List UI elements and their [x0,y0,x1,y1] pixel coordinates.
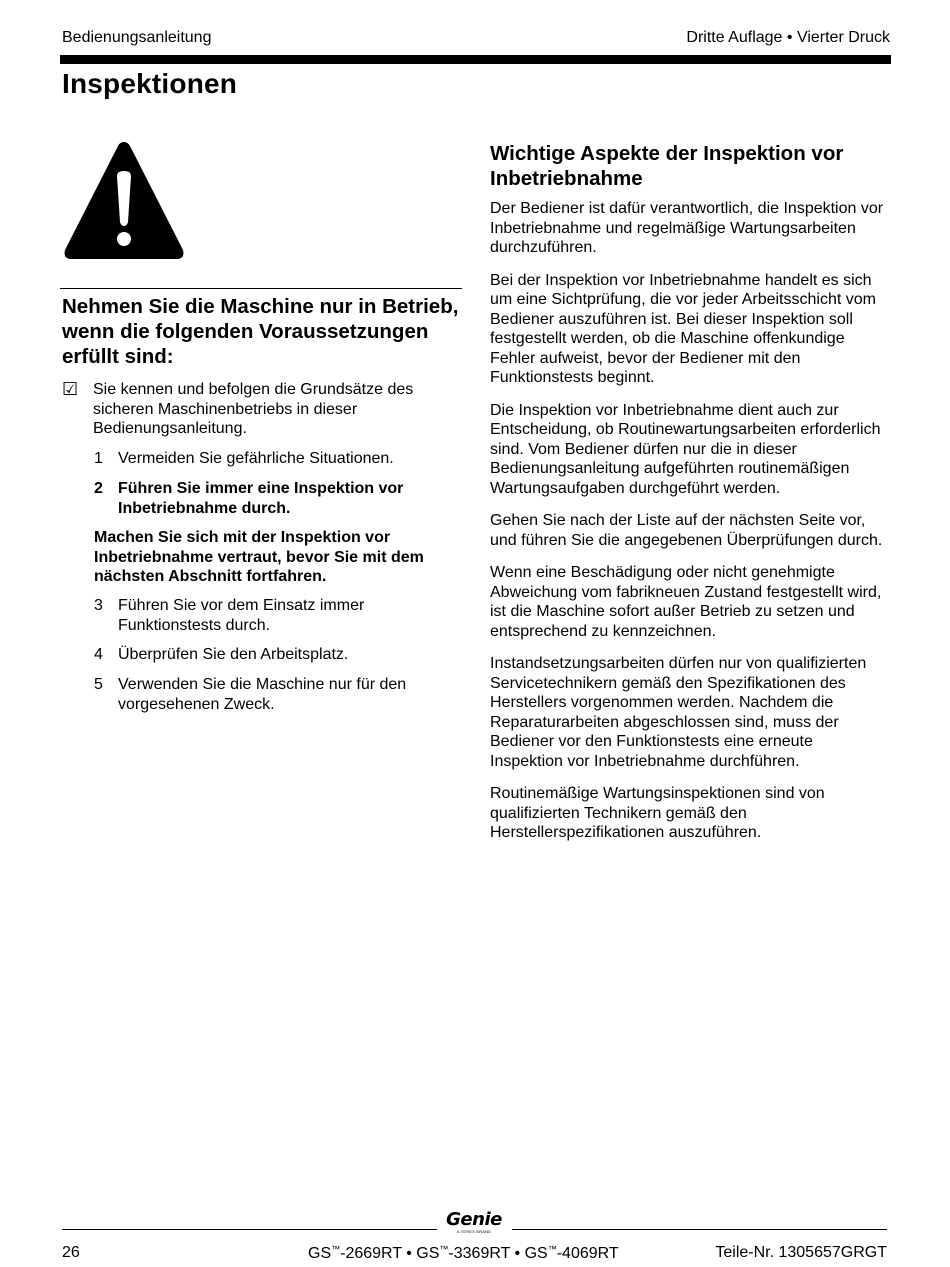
model-prefix: GS [308,1245,332,1262]
list-item [94,479,454,518]
part-number: Teile-Nr. 1305657GRGT [715,1244,887,1261]
list-text: Überprüfen Sie den Arbeitsplatz. [118,646,349,663]
paragraph: Die Inspektion vor Inbetriebnahme dient auch zur Entscheidung, ob Routinewartungsarbeiten erforderlich sind. Vom Bediener dürfen nur die in dieser Bedienungsanleitung aufgeführten routinemäßigen Wartungsaufgaben durchgeführt werden. [490,401,881,497]
checklist-text: Sie kennen und befolgen die Grundsätze des sicheren Maschinenbetriebs in dieser Bedienungsanleitung. [93,381,414,437]
header-rule [60,55,891,64]
list-number: 1 [94,450,103,467]
right-section-heading: Wichtige Aspekte der Inspektion vor Inbetriebnahme [490,142,844,190]
model-prefix: GS [524,1245,548,1262]
checkbox-icon: ☑ [62,379,79,399]
trademark: ™ [439,1244,449,1254]
checklist-item [62,380,462,439]
bold-note: Machen Sie sich mit der Inspektion vor Inbetriebnahme vertraut, bevor Sie mit dem nächsten Abschnitt fortfahren. [94,529,424,585]
model-suffix: -4069RT [556,1245,619,1262]
list-number: 4 [94,646,103,663]
paragraph: Der Bediener ist dafür verantwortlich, die Inspektion vor Inbetriebnahme und regelmäßige Wartungsarbeiten durchzuführen. [490,200,884,256]
trademark: ™ [547,1244,557,1254]
section-divider [60,288,462,289]
logo-wordmark: Genie [446,1209,502,1230]
page-number: 26 [62,1244,80,1261]
paragraph: Bei der Inspektion vor Inbetriebnahme handelt es sich um eine Sichtprüfung, die vor jeder Arbeitsschicht vom Bediener auszuführen ist. Bei dieser Inspektion soll festgestellt werden, ob die Maschine offenkundige Fehler aufweist, bevor der Bediener mit den Funktionstests beginnt. [490,271,876,386]
model-prefix: GS [416,1245,440,1262]
model-suffix: -3369RT • [448,1245,525,1262]
list-number: 5 [94,676,103,693]
paragraph: Routinemäßige Wartungsinspektionen sind von qualifizierten Technikern gemäß den Herstellerspezifikationen auszuführen. [490,785,825,841]
paragraph: Gehen Sie nach der Liste auf der nächsten Seite vor, und führen Sie die angegebenen Überprüfungen durch. [490,512,883,549]
warning-triangle-icon [62,138,186,262]
list-item [94,675,454,714]
paragraph: Instandsetzungsarbeiten dürfen nur von qualifizierten Servicetechnikern gemäß den Spezifikationen des Herstellers vorgenommen werden. Nachdem die Reparaturarbeiten abgeschlossen sind, muss der Bediener vor den Funktionstests eine erneute Inspektion vor Inbetriebnahme durchführen. [490,655,867,770]
right-column [490,141,890,856]
list-text: Führen Sie vor dem Einsatz immer Funktionstests durch. [118,597,365,634]
logo-tagline: A TEREX BRAND [456,1229,492,1234]
list-item [94,449,454,469]
header-left: Bedienungsanleitung [62,29,212,46]
header-right: Dritte Auflage • Vierter Druck [686,29,890,46]
left-section-heading: Nehmen Sie die Maschine nur in Betrieb, wenn die folgenden Voraussetzungen erfüllt sind: [62,295,459,368]
paragraph: Wenn eine Beschädigung oder nicht genehmigte Abweichung vom fabrikneuen Zustand festgestellt wird, ist die Maschine sofort außer Betrieb zu setzen und entsprechend zu kennzeichnen. [490,564,882,640]
trademark: ™ [331,1244,341,1254]
footer-rule-right [512,1229,887,1230]
footer-rule-left [62,1229,437,1230]
model-names [308,1244,619,1263]
list-text: Führen Sie immer eine Inspektion vor Inbetriebnahme durch. [118,480,404,517]
page-title: Inspektionen [62,68,238,99]
list-item [94,645,454,665]
list-text: Verwenden Sie die Maschine nur für den vorgesehenen Zweck. [118,676,407,713]
list-number: 3 [94,597,103,614]
list-number: 2 [94,480,103,497]
model-suffix: -2669RT • [340,1245,417,1262]
list-text: Vermeiden Sie gefährliche Situationen. [118,450,394,467]
genie-logo [440,1211,508,1234]
list-item [94,596,454,635]
